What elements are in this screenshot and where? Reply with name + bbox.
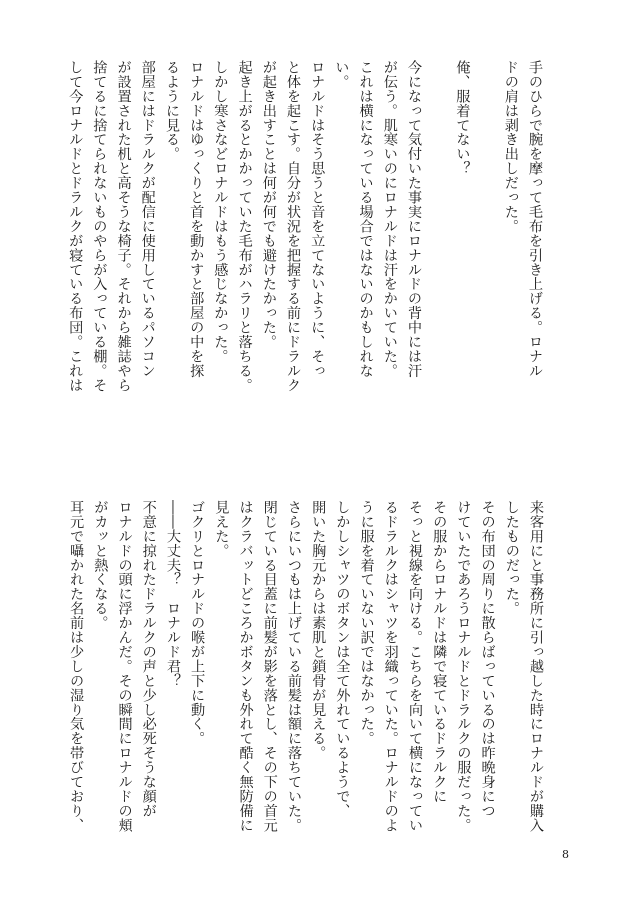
text-column: ドの肩は剥き出しだった。	[502, 60, 519, 234]
upper-text-block	[63, 60, 547, 432]
text-column: るドラルクはシャツを羽織っていた。ロナルドのよ	[382, 500, 399, 833]
text-column: ――大丈夫？ ロナルド君？	[164, 500, 181, 688]
text-column: がカッと熱くなる。	[92, 500, 109, 631]
text-column: 部屋にはドラルクが配信に使用しているパソコン	[139, 60, 156, 378]
text-column: ロナルドはそう思うと音を立てないように、そっ	[309, 60, 326, 378]
text-column: 俺、服着てない？	[454, 60, 471, 176]
text-column: これは横になっている場合ではないのかもしれな	[357, 60, 374, 378]
text-column: と体を起こす。自分が状況を把握する前にドラルク	[285, 60, 301, 393]
text-column: 閉じている目蓋に前髪が影を落とし、その下の首元	[261, 500, 278, 833]
text-column: ロナルドはゆっくりと首を動かすと部屋の中を探	[188, 60, 205, 378]
text-column: 今になって気付いた事実にロナルドの背中には汗	[406, 60, 423, 378]
text-column: しかし寒さなどロナルドはもう感じなかった。	[212, 60, 229, 364]
text-column: その服からロナルドは隣で寝ているドラルクに	[431, 500, 448, 804]
text-column: 耳元で囁かれた名前は少しの湿り気を帯びており、	[68, 500, 85, 833]
text-column: さらにいつもは上げている前髪は額に落ちていた。	[285, 500, 302, 833]
lower-text-block	[64, 500, 548, 833]
text-column: したものだった。	[503, 500, 520, 616]
text-column: けていたであろうロナルドとドラルクの服だった。	[455, 500, 472, 833]
text-column: 不意に掠れたドラルクの声と少し必死そうな顔が	[140, 500, 157, 818]
text-column: るように見る。	[163, 60, 180, 162]
text-column: そっと視線を向ける。こちらを向いて横になってい	[406, 500, 423, 833]
text-column: 起き上がるとかかっていた毛布がハラリと落ちる。	[236, 60, 253, 393]
blank-column	[426, 60, 450, 432]
text-column: 来客用にと事務所に引っ越した時にロナルドが購入	[528, 500, 544, 833]
text-column: い。	[333, 60, 350, 89]
text-column: が伝う。肌寒いのにロナルドは汗をかいていた。	[381, 60, 398, 378]
text-column: 見えた。	[213, 500, 230, 558]
page-number: 8	[562, 848, 569, 861]
text-column: が起き出すことは何が何でも避けたかった。	[260, 60, 277, 349]
text-column: うに服を着ていない訳ではなかった。	[358, 500, 375, 746]
text-column: はクラバットどころかボタンも外れて酷く無防備に	[237, 500, 254, 833]
text-column: 捨てるに捨てられないものやらが入っている棚。そ	[91, 60, 108, 393]
text-column: ロナルドの頭に浮かんだ。その瞬間にロナルドの頬	[116, 500, 133, 833]
text-column: 手のひらで腕を摩って毛布を引き上げる。ロナル	[527, 60, 543, 378]
blank-column	[474, 60, 498, 432]
text-column: しかしシャツのボタンは全て外れているようで、	[334, 500, 351, 818]
text-column: して今ロナルドとドラルクが寝ている布団。これは	[67, 60, 84, 393]
text-column: その布団の周りに散らばっているのは昨晩身につ	[479, 500, 496, 818]
text-column: 開いた胸元からは素肌と鎖骨が見える。	[310, 500, 327, 761]
text-column: が設置された机と高そうな椅子。それから雑誌やら	[115, 60, 132, 393]
text-column: ゴクリとロナルドの喉が上下に動く。	[189, 500, 206, 746]
